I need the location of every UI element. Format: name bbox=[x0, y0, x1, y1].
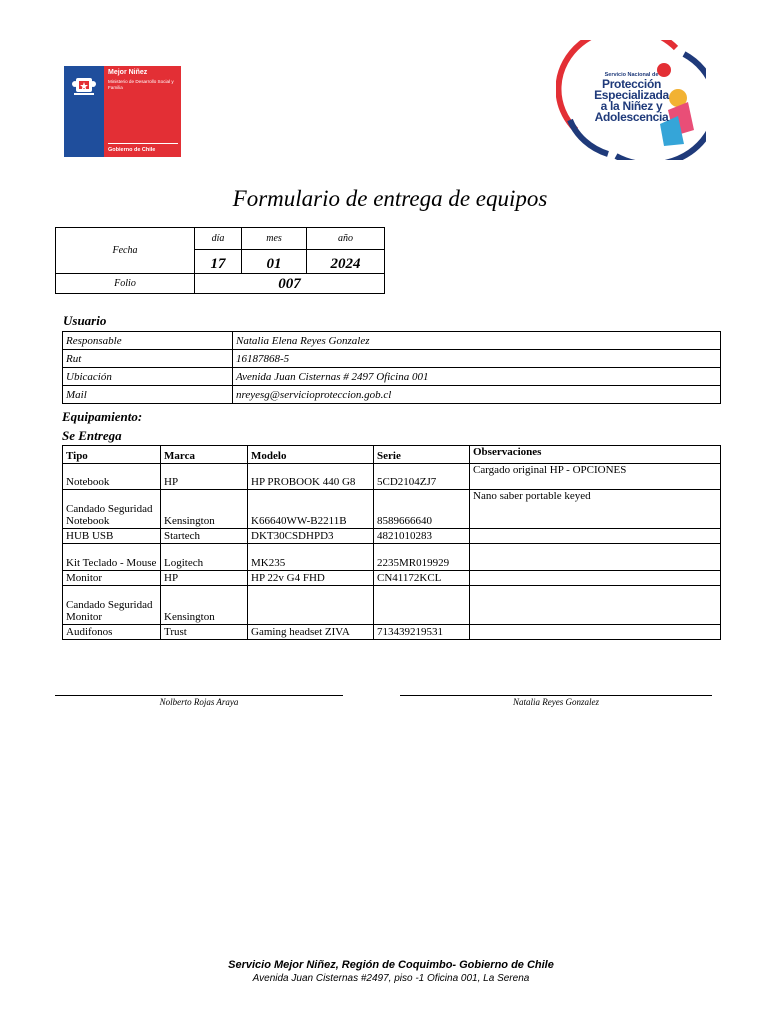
cell-tipo: HUB USB bbox=[63, 529, 161, 544]
cell-modelo: DKT30CSDHPD3 bbox=[248, 529, 374, 544]
ubicacion-value: Avenida Juan Cisternas # 2497 Oficina 001 bbox=[233, 368, 721, 386]
cell-modelo: MK235 bbox=[248, 544, 374, 571]
header-modelo: Modelo bbox=[248, 446, 374, 464]
header-observaciones: Observaciones bbox=[470, 446, 721, 464]
anio-label: año bbox=[307, 228, 385, 250]
signature-line-left bbox=[55, 695, 343, 696]
table-row bbox=[63, 464, 721, 490]
cell-observaciones bbox=[470, 625, 721, 640]
footer-address: Avenida Juan Cisternas #2497, piso -1 Oficina 001, La Serena bbox=[252, 973, 530, 984]
rut-value: 16187868-5 bbox=[233, 350, 721, 368]
cell-serie: CN41172KCL bbox=[374, 571, 470, 586]
signature-line-right bbox=[400, 695, 712, 696]
table-row bbox=[63, 544, 721, 571]
coat-of-arms-icon bbox=[70, 74, 98, 98]
usuario-heading: Usuario bbox=[63, 313, 107, 328]
cell-modelo bbox=[248, 586, 374, 625]
logo-right-line5: Adolescencia bbox=[594, 110, 669, 124]
cell-observaciones bbox=[470, 544, 721, 571]
table-row bbox=[63, 586, 721, 625]
logo-right-line4: a la Niñez y bbox=[600, 99, 663, 113]
ubicacion-label: Ubicación bbox=[63, 368, 233, 386]
table-row bbox=[63, 368, 721, 386]
table-row bbox=[63, 490, 721, 529]
equipamiento-heading: Equipamiento: bbox=[62, 409, 143, 424]
form-title: Formulario de entrega de equipos bbox=[232, 186, 548, 211]
responsable-value: Natalia Elena Reyes Gonzalez bbox=[233, 332, 721, 350]
cell-tipo: Audifonos bbox=[63, 625, 161, 640]
mejor-ninez-logo bbox=[64, 66, 181, 157]
cell-modelo: Gaming headset ZIVA bbox=[248, 625, 374, 640]
footer-organization: Servicio Mejor Niñez, Región de Coquimbo- Gobierno de Chile bbox=[228, 959, 554, 971]
cell-tipo: Kit Teclado - Mouse bbox=[63, 544, 161, 571]
usuario-table bbox=[62, 331, 721, 404]
cell-serie: 2235MR019929 bbox=[374, 544, 470, 571]
logo-right-text bbox=[584, 72, 679, 123]
header-tipo: Tipo bbox=[63, 446, 161, 464]
cell-tipo: Monitor bbox=[63, 571, 161, 586]
equipment-table bbox=[62, 445, 721, 640]
cell-marca: Kensington bbox=[161, 586, 248, 625]
cell-modelo: HP PROBOOK 440 G8 bbox=[248, 464, 374, 490]
cell-observaciones bbox=[470, 529, 721, 544]
cell-marca: Startech bbox=[161, 529, 248, 544]
rut-label: Rut bbox=[63, 350, 233, 368]
cell-serie: 5CD2104ZJ7 bbox=[374, 464, 470, 490]
logo-blue-panel bbox=[64, 66, 104, 157]
cell-tipo: Candado Seguridad Monitor bbox=[63, 586, 161, 625]
cell-serie: 713439219531 bbox=[374, 625, 470, 640]
cell-modelo: K66640WW-B2211B bbox=[248, 490, 374, 529]
cell-marca: HP bbox=[161, 464, 248, 490]
cell-observaciones: Cargado original HP - OPCIONES bbox=[470, 464, 721, 490]
cell-serie: 4821010283 bbox=[374, 529, 470, 544]
fecha-label: Fecha bbox=[56, 228, 195, 274]
mail-value: nreyesg@servicioproteccion.gob.cl bbox=[233, 386, 721, 404]
dia-label: día bbox=[195, 228, 242, 250]
folio-label: Folio bbox=[56, 274, 195, 294]
header-serie: Serie bbox=[374, 446, 470, 464]
cell-tipo: Notebook bbox=[63, 464, 161, 490]
table-row bbox=[63, 625, 721, 640]
cell-marca: HP bbox=[161, 571, 248, 586]
dia-value: 17 bbox=[195, 250, 242, 274]
servicio-proteccion-logo bbox=[556, 40, 706, 160]
anio-value: 2024 bbox=[307, 250, 385, 274]
mail-label: Mail bbox=[63, 386, 233, 404]
se-entrega-heading: Se Entrega bbox=[62, 428, 122, 443]
cell-modelo: HP 22v G4 FHD bbox=[248, 571, 374, 586]
cell-marca: Trust bbox=[161, 625, 248, 640]
table-row bbox=[63, 529, 721, 544]
cell-marca: Kensington bbox=[161, 490, 248, 529]
logo-right-line2: Protección bbox=[601, 77, 662, 91]
signature-name-left: Nolberto Rojas Araya bbox=[159, 697, 239, 707]
table-row bbox=[63, 350, 721, 368]
mes-value: 01 bbox=[242, 250, 307, 274]
cell-marca: Logitech bbox=[161, 544, 248, 571]
signature-name-right: Natalia Reyes Gonzalez bbox=[513, 697, 599, 707]
cell-serie: 8589666640 bbox=[374, 490, 470, 529]
cell-tipo: Candado Seguridad Notebook bbox=[63, 490, 161, 529]
cell-observaciones bbox=[470, 586, 721, 625]
table-header-row bbox=[63, 446, 721, 464]
folio-value: 007 bbox=[195, 274, 385, 294]
cell-observaciones: Nano saber portable keyed bbox=[470, 490, 721, 529]
logo-government: Gobierno de Chile bbox=[108, 147, 156, 153]
table-row bbox=[63, 571, 721, 586]
cell-serie bbox=[374, 586, 470, 625]
cell-observaciones bbox=[470, 571, 721, 586]
logo-right-line3: Especializada bbox=[594, 88, 669, 102]
table-row bbox=[63, 332, 721, 350]
logo-subtitle: Ministerio de Desarrollo Social y Familia bbox=[108, 79, 174, 90]
logo-title: Mejor Niñez bbox=[108, 69, 148, 76]
responsable-label: Responsable bbox=[63, 332, 233, 350]
date-table bbox=[55, 227, 385, 294]
mes-label: mes bbox=[242, 228, 307, 250]
table-row bbox=[63, 386, 721, 404]
header-marca: Marca bbox=[161, 446, 248, 464]
logo-right-line1: Servicio Nacional de bbox=[604, 72, 659, 78]
logo-divider bbox=[108, 143, 178, 144]
logo-red-panel bbox=[104, 66, 181, 157]
